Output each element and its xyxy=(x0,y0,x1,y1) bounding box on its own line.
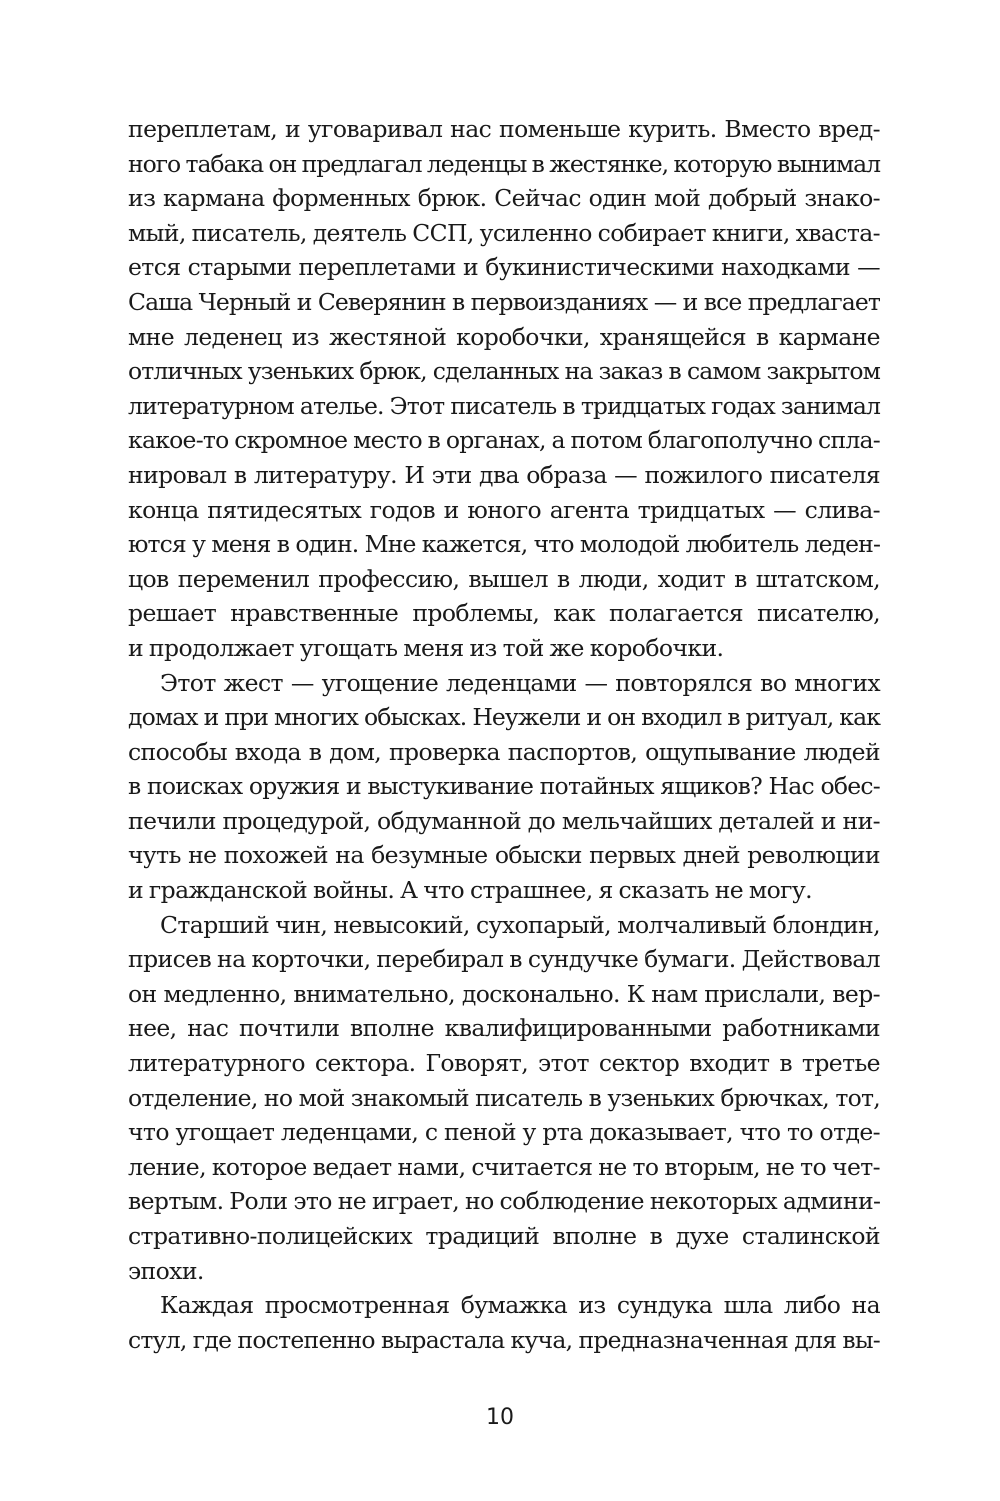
text-line: домах и при многих обысках. Неужели и он входил в ритуал, как xyxy=(128,703,880,732)
text-line: он медленно, внимательно, досконально. К нам прислали, вер- xyxy=(128,979,880,1008)
paragraph xyxy=(128,112,880,666)
text-line: отличных узеньких брюк, сделанных на заказ в самом закрытом xyxy=(128,357,880,386)
page-body xyxy=(128,112,880,1357)
text-line: эпохи. xyxy=(128,1256,204,1285)
text-line: нировал в литературу. И эти два образа — пожилого писателя xyxy=(128,460,880,489)
text-line: что угощает леденцами, с пеной у рта доказывает, что то отде- xyxy=(128,1118,880,1147)
text-line: отделение, но мой знакомый писатель в узеньких брючках, тот, xyxy=(128,1083,880,1112)
text-line: Старший чин, невысокий, сухопарый, молчаливый блондин, xyxy=(160,910,880,939)
paragraph xyxy=(128,908,880,1289)
text-line: вертым. Роли это не играет, но соблюдение некоторых админи- xyxy=(128,1187,881,1216)
text-line: Каждая просмотренная бумажка из сундука шла либо на xyxy=(160,1291,880,1320)
text-line: нее, нас почтили вполне квалифицированными работниками xyxy=(128,1014,880,1043)
text-line: способы входа в дом, проверка паспортов, ощупывание людей xyxy=(128,737,880,766)
text-line: и продолжает угощать меня из той же коробочки. xyxy=(128,633,724,662)
text-line: ление, которое ведает нами, считается не то вторым, не то чет- xyxy=(128,1152,880,1181)
text-line: стул, где постепенно вырастала куча, предназначенная для вы- xyxy=(128,1325,880,1354)
text-line: цов переменил профессию, вышел в люди, ходит в штатском, xyxy=(128,564,880,593)
text-line: печили процедурой, обдуманной до мельчайших деталей и ни- xyxy=(128,806,880,835)
text-line: Этот жест — угощение леденцами — повторялся во многих xyxy=(160,668,880,697)
text-line: стративно-полицейских традиций вполне в духе сталинской xyxy=(128,1222,880,1250)
paragraph xyxy=(128,666,880,908)
text-line: ется старыми переплетами и букинистическими находками — xyxy=(128,253,880,282)
text-line: литературном ателье. Этот писатель в тридцатых годах занимал xyxy=(128,391,880,420)
page-number: 10 xyxy=(486,1405,514,1430)
text-line: мый, писатель, деятель ССП, усиленно собирает книги, хваста- xyxy=(128,218,880,247)
text-line: переплетам, и уговаривал нас поменьше курить. Вместо вред- xyxy=(128,115,880,143)
text-line: в поисках оружия и выстукивание потайных ящиков? Нас обес- xyxy=(128,772,880,801)
text-line: и гражданской войны. А что страшнее, я сказать не могу. xyxy=(128,876,812,905)
text-line: какое-то скромное место в органах, а потом благополучно спла- xyxy=(128,426,880,455)
text-line: чуть не похожей на безумные обыски первых дней революции xyxy=(128,841,880,870)
text-line: мне леденец из жестяной коробочки, хранящейся в кармане xyxy=(128,322,880,351)
text-line: ются у меня в один. Мне кажется, что молодой любитель леден- xyxy=(128,530,880,559)
text-line: конца пятидесятых годов и юного агента тридцатых — слива- xyxy=(128,495,880,524)
text-line: решает нравственные проблемы, как полагается писателю, xyxy=(128,599,880,628)
paragraph xyxy=(128,1288,880,1357)
text-line: ного табака он предлагал леденцы в жестянке, которую вынимал xyxy=(128,149,880,178)
text-line: Саша Черный и Северянин в первоизданиях — и все предлагает xyxy=(128,287,880,316)
text-line: из кармана форменных брюк. Сейчас один мой добрый знако- xyxy=(128,184,880,213)
text-line: присев на корточки, перебирал в сундучке бумаги. Действовал xyxy=(128,945,880,974)
text-line: литературного сектора. Говорят, этот сектор входит в третье xyxy=(128,1049,880,1078)
